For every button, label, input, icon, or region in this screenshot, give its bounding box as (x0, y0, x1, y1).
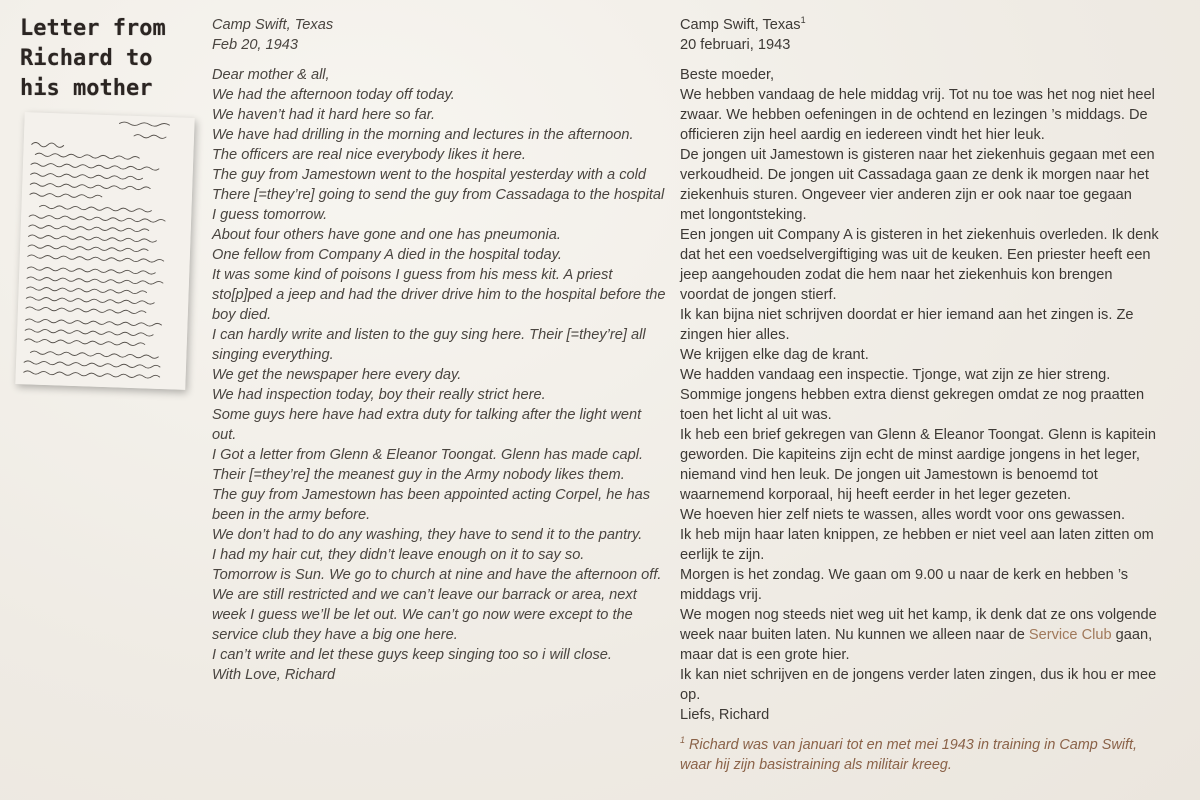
page-title (20, 14, 200, 104)
letter-line: We had inspection today, boy their really strict here. (212, 387, 546, 403)
letter-line: We have had drilling in the morning and lectures in the afternoon. (212, 127, 634, 143)
letter-line: Beste moeder, (680, 67, 775, 83)
footnote-reference[interactable]: 1 (800, 15, 806, 26)
dutch-place: Camp Swift, Texas (680, 17, 801, 33)
letter-line: The guy from Jamestown has been appointed acting Corpel, he has been in the army before. (212, 487, 651, 523)
letter-line: We hadden vandaag een inspectie. Tjonge, wat zijn ze hier streng. (680, 367, 1111, 383)
dutch-letter-header (680, 15, 1160, 55)
letter-line: We haven’t had it hard here so far. (212, 107, 436, 123)
letter-line: Sommige jongens hebben extra dienst gekregen omdat ze nog praatten toen het licht al uit was. (680, 387, 1145, 423)
letter-line: Some guys here have had extra duty for talking after the light went out. (212, 407, 642, 443)
letter-line: I can’t write and let these guys keep singing too so i will close. (212, 647, 612, 663)
letter-line-with-link (680, 605, 1160, 665)
english-letter-header (212, 15, 667, 55)
handwritten-letter-image (15, 112, 194, 390)
footnote (680, 735, 1160, 775)
english-date: Feb 20, 1943 (212, 37, 299, 53)
letter-line: Ik kan bijna niet schrijven doordat er hier iemand aan het zingen is. Ze zingen hier alles. (680, 307, 1134, 343)
dutch-translation (680, 15, 1160, 775)
footnote-text: Richard was van januari tot en met mei 1943 in training in Camp Swift, waar hij zijn basistraining als militair kreeg. (680, 737, 1137, 773)
letter-line: With Love, Richard (212, 667, 336, 683)
english-place: Camp Swift, Texas (212, 17, 334, 33)
letter-line: I can hardly write and listen to the guy sing here. Their [=they’re] all singing everything. (212, 327, 646, 363)
dutch-date: 20 februari, 1943 (680, 37, 791, 53)
letter-line: We hoeven hier zelf niets te wassen, alles wordt voor ons gewassen. (680, 507, 1126, 523)
service-club-link[interactable]: Service Club (1028, 627, 1112, 643)
english-letter (212, 15, 667, 685)
letter-line: About four others have gone and one has pneumonia. (212, 227, 561, 243)
letter-line: Liefs, Richard (680, 707, 770, 723)
footnote-marker: 1 (680, 735, 686, 746)
letter-line: The officers are real nice everybody likes it here. (212, 147, 526, 163)
letter-line: We hebben vandaag de hele middag vrij. Tot nu toe was het nog niet heel zwaar. We hebben oefeningen in de ochtend en lezingen ’s middags. De officieren zijn heel aardig en iedereen vindt het hier leuk. (680, 87, 1155, 143)
letter-line: Dear mother & all, (212, 67, 330, 83)
letter-line: We krijgen elke dag de krant. (680, 347, 869, 363)
letter-line: Ik kan niet schrijven en de jongens verder laten zingen, dus ik hou er mee op. (680, 667, 1157, 703)
letter-line: Een jongen uit Company A is gisteren in het ziekenhuis overleden. Ik denk dat het een voedselvergiftiging was uit de keuken. Een priester heeft een jeep aangehouden zodat die hem naar het ziekenhuis kon brengen voordat de jongen stierf. (680, 227, 1159, 303)
letter-line: One fellow from Company A died in the hospital today. (212, 247, 562, 263)
letter-line: I Got a letter from Glenn & Eleanor Toongat. Glenn has made capl. (212, 447, 644, 463)
letter-line: We had the afternoon today off today. (212, 87, 455, 103)
dutch-place-line (680, 15, 1160, 35)
link-para-suffix: gaan, maar dat is een grote hier. (680, 627, 1153, 663)
letter-line: Tomorrow is Sun. We go to church at nine and have the afternoon off. (212, 567, 662, 583)
dutch-letter-body (680, 65, 1160, 725)
letter-line: It was some kind of poisons I guess from his mess kit. A priest sto[p]ped a jeep and had the driver drive him to the hospital before the boy died. (212, 267, 666, 323)
title-line: his mother (20, 76, 153, 101)
letter-line: There [=they’re] going to send the guy from Cassadaga to the hospital I guess tomorrow. (212, 187, 665, 223)
letter-line: I had my hair cut, they didn’t leave enough on it to say so. (212, 547, 585, 563)
letter-line: We don’t had to do any washing, they have to send it to the pantry. (212, 527, 643, 543)
letter-line: Morgen is het zondag. We gaan om 9.00 u naar de kerk en hebben ’s middags vrij. (680, 567, 1129, 603)
letter-line: Ik heb een brief gekregen van Glenn & Eleanor Toongat. Glenn is kapitein geworden. Die kapiteins zijn echt de minst aardige jongens in het leger, niemand vind hen leuk. De jongen uit Jamestown is benoemd tot waarnemend korporaal, hij heeft eerder in het leger gezeten. (680, 427, 1156, 503)
letter-line: Ik heb mijn haar laten knippen, ze hebben er niet veel aan laten zitten om eerlijk te zijn. (680, 527, 1154, 563)
letter-line: We get the newspaper here every day. (212, 367, 462, 383)
letter-line: Their [=they’re] the meanest guy in the Army nobody likes them. (212, 467, 625, 483)
title-line: Letter from (20, 16, 166, 41)
english-letter-body (212, 65, 667, 685)
letter-line: De jongen uit Jamestown is gisteren naar het ziekenhuis gegaan met een verkoudheid. De jongen uit Cassadaga gaan ze denk ik morgen naar het ziekenhuis sturen. Ongeveer vier anderen zijn er ook naar toe gegaan met longontsteking. (680, 147, 1155, 223)
title-line: Richard to (20, 46, 153, 71)
letter-line: We are still restricted and we can’t leave our barrack or area, next week I guess we’ll be let out. We can’t go now were except to the service club they have a big one here. (212, 587, 637, 643)
link-para-prefix: We mogen nog steeds niet weg uit het kamp, ik denk dat ze ons volgende week naar buiten laten. Nu kunnen we alleen naar de (680, 607, 1157, 643)
letter-line: The guy from Jamestown went to the hospital yesterday with a cold (212, 167, 646, 183)
